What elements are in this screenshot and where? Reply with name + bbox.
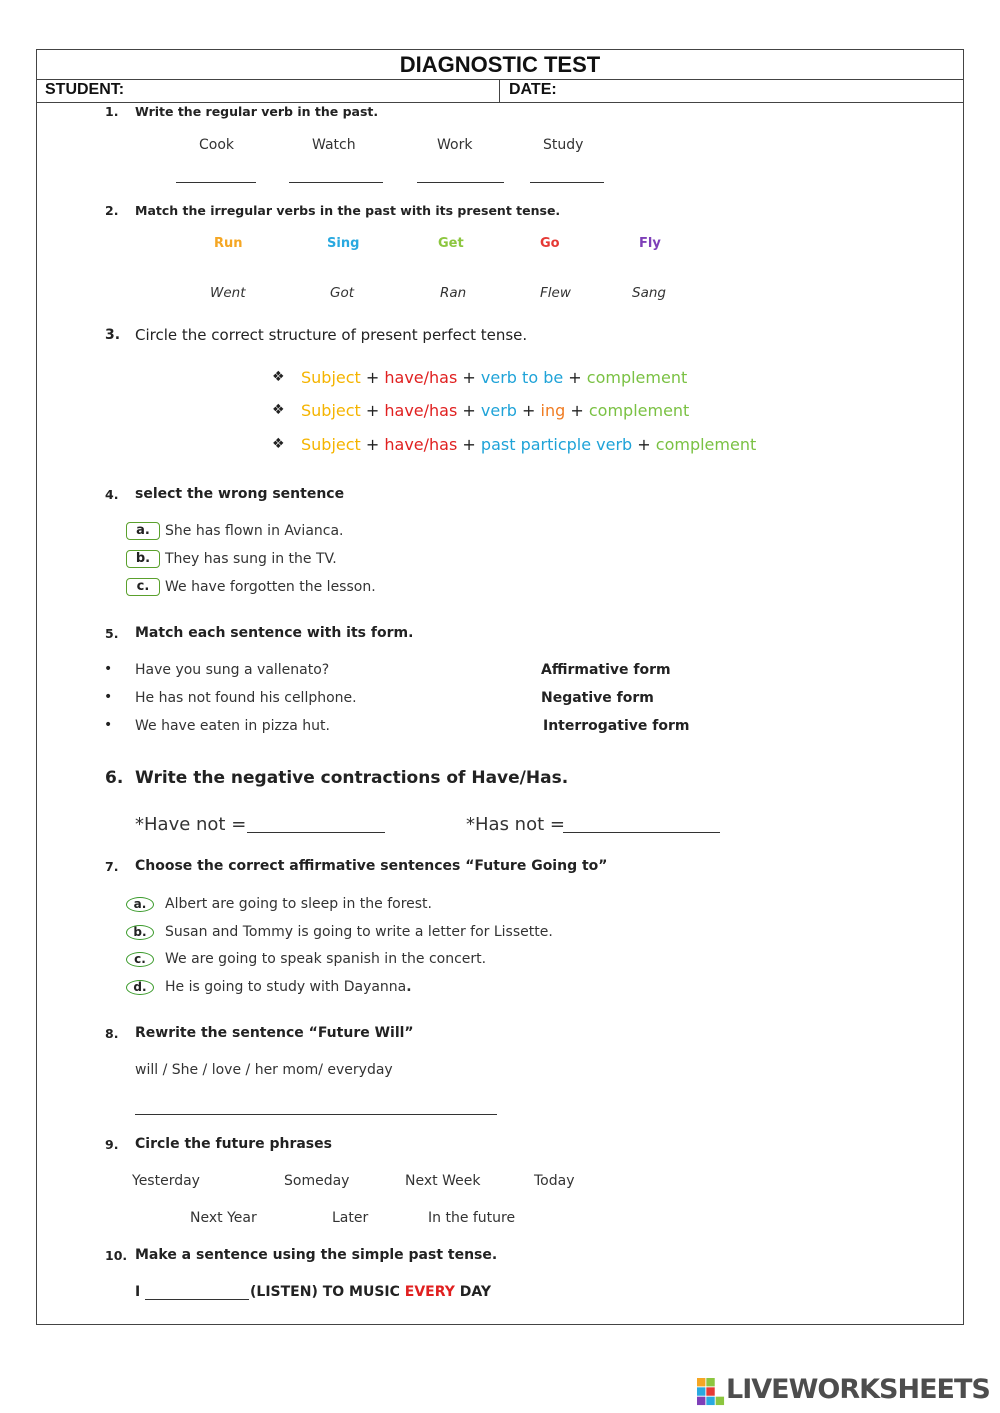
q3-option-1-segment: Subject	[301, 368, 361, 387]
q3-option-3-segment: +	[360, 435, 385, 454]
date-field[interactable]	[562, 81, 957, 101]
q7-option-c-radio[interactable]: c.	[126, 952, 154, 967]
q2-present-sing[interactable]: Sing	[327, 236, 360, 251]
q1-verb-work: Work	[437, 137, 473, 153]
q3-option-1-segment: complement	[586, 368, 688, 387]
q3-option-1-segment: verb to be	[480, 368, 564, 387]
q3-option-3-segment: have/has	[384, 435, 458, 454]
q3-option-2-segment: +	[457, 401, 481, 420]
q2-past-ran[interactable]: Ran	[440, 285, 467, 301]
bullet-icon: ❖	[272, 436, 285, 452]
q2-past-got[interactable]: Got	[330, 285, 355, 301]
q9-phrase-today[interactable]: Today	[534, 1173, 575, 1189]
bullet-dot: •	[104, 689, 113, 705]
q3-option-3-segment: complement	[655, 435, 757, 454]
q8-prompt: will / She / love / her mom/ everyday	[135, 1062, 393, 1078]
question-number: 4.	[105, 487, 119, 502]
q1-answer-blank-watch[interactable]	[289, 182, 383, 183]
question-number: 1.	[105, 104, 119, 119]
q9-phrase-next-year[interactable]: Next Year	[190, 1210, 257, 1226]
question-number: 5.	[105, 626, 119, 641]
bullet-icon: ❖	[272, 369, 285, 385]
question-6-text: Write the negative contractions of Have/Has.	[135, 768, 569, 788]
q7-option-d-radio[interactable]: d.	[126, 980, 154, 995]
question-1-text: Write the regular verb in the past.	[135, 104, 379, 119]
bullet-dot: •	[104, 717, 113, 733]
question-number: 3.	[105, 327, 121, 343]
q1-answer-blank-work[interactable]	[417, 182, 504, 183]
question-3-text: Circle the correct structure of present perfect tense.	[135, 326, 528, 344]
question-8-text: Rewrite the sentence “Future Will”	[135, 1025, 414, 1041]
q3-option-2-segment: have/has	[384, 401, 458, 420]
q4-option-c-text: We have forgotten the lesson.	[165, 579, 376, 595]
q3-option-2-segment: Subject	[301, 401, 361, 420]
q5-sentence-1[interactable]: Have you sung a vallenato?	[135, 662, 330, 678]
question-5-text: Match each sentence with its form.	[135, 625, 414, 641]
q4-option-a-box[interactable]: a.	[126, 522, 160, 540]
q3-option-2-segment: +	[565, 401, 589, 420]
student-label: STUDENT:	[45, 81, 125, 98]
q8-answer-blank[interactable]	[135, 1114, 497, 1115]
question-2-text: Match the irregular verbs in the past with its present tense.	[135, 203, 561, 218]
q3-option-3-segment: +	[632, 435, 656, 454]
q7-option-a-text: Albert are going to sleep in the forest.	[165, 896, 432, 912]
q1-answer-blank-study[interactable]	[530, 182, 604, 183]
q5-form-interrogative[interactable]: Interrogative form	[543, 718, 690, 734]
q10-mid: (LISTEN) TO MUSIC	[250, 1284, 400, 1300]
q10-every: EVERY	[404, 1284, 455, 1300]
question-number: 10.	[105, 1248, 128, 1263]
question-number: 2.	[105, 203, 119, 218]
q3-option-2-segment: +	[360, 401, 385, 420]
q5-form-affirmative[interactable]: Affirmative form	[541, 662, 671, 678]
q3-option-3-segment: Subject	[301, 435, 361, 454]
q4-option-a-text: She has flown in Avianca.	[165, 523, 344, 539]
bullet-icon: ❖	[272, 402, 285, 418]
q2-present-run[interactable]: Run	[214, 236, 243, 251]
q9-phrase-in-the-future[interactable]: In the future	[428, 1210, 516, 1226]
q5-form-negative[interactable]: Negative form	[541, 690, 654, 706]
q3-option-2-segment: complement	[588, 401, 690, 420]
date-label: DATE:	[509, 81, 557, 98]
q6-has-not-blank[interactable]	[563, 832, 720, 833]
question-7-text: Choose the correct affirmative sentences “Future Going to”	[135, 858, 608, 874]
q4-option-b-text: They has sung in the TV.	[165, 551, 337, 567]
q9-phrase-next-week[interactable]: Next Week	[405, 1173, 481, 1189]
q10-answer-blank[interactable]	[145, 1299, 249, 1300]
question-number: 6.	[105, 768, 124, 788]
q5-sentence-2[interactable]: He has not found his cellphone.	[135, 690, 357, 706]
q7-option-c-text: We are going to speak spanish in the concert.	[165, 951, 487, 967]
bullet-dot: •	[104, 661, 113, 677]
q3-option-1[interactable]	[301, 368, 687, 387]
q7-option-b-text: Susan and Tommy is going to write a letter for Lissette.	[165, 924, 553, 940]
q2-past-went[interactable]: Went	[210, 285, 246, 301]
q7-option-b-radio[interactable]: b.	[126, 925, 154, 940]
question-number: 7.	[105, 859, 119, 874]
liveworksheets-logo-icon	[697, 1378, 725, 1406]
q4-option-b-box[interactable]: b.	[126, 550, 160, 568]
q3-option-3-segment: past particple verb	[480, 435, 633, 454]
q7-option-d-period: .	[406, 979, 412, 995]
q3-option-1-segment: +	[457, 368, 481, 387]
header-divider	[36, 79, 964, 80]
q3-option-2-segment: verb	[480, 401, 517, 420]
q3-option-3-segment: +	[457, 435, 481, 454]
q1-verb-cook: Cook	[199, 137, 235, 153]
q9-phrase-later[interactable]: Later	[332, 1210, 369, 1226]
question-number: 8.	[105, 1026, 119, 1041]
q10-post: DAY	[459, 1284, 492, 1300]
q2-past-flew[interactable]: Flew	[540, 285, 571, 301]
q6-have-not-blank[interactable]	[247, 832, 385, 833]
q2-present-go[interactable]: Go	[540, 236, 560, 251]
question-9-text: Circle the future phrases	[135, 1136, 332, 1152]
q9-phrase-yesterday[interactable]: Yesterday	[132, 1173, 200, 1189]
q6-have-not-label: *Have not =	[135, 814, 247, 835]
q3-option-1-segment: +	[563, 368, 587, 387]
q3-option-2-segment: ing	[540, 401, 566, 420]
question-10-text: Make a sentence using the simple past tense.	[135, 1247, 498, 1263]
worksheet-frame	[36, 49, 964, 1325]
q10-prefix: I	[135, 1284, 141, 1300]
header-bottom-divider	[36, 102, 964, 103]
liveworksheets-logo-text: LIVEWORKSHEETS	[726, 1374, 990, 1405]
q3-option-2-segment: +	[516, 401, 541, 420]
question-4-text: select the wrong sentence	[135, 486, 345, 502]
student-field[interactable]	[132, 81, 494, 101]
q4-option-c-box[interactable]: c.	[126, 578, 160, 596]
q3-option-1-segment: have/has	[384, 368, 458, 387]
page-title: DIAGNOSTIC TEST	[399, 52, 601, 77]
q1-verb-watch: Watch	[312, 137, 356, 153]
q3-option-1-segment: +	[360, 368, 385, 387]
q2-present-fly[interactable]: Fly	[639, 236, 661, 251]
header-column-divider	[499, 79, 500, 102]
q1-answer-blank-cook[interactable]	[176, 182, 256, 183]
question-number: 9.	[105, 1137, 119, 1152]
q3-option-3[interactable]	[301, 435, 756, 454]
q6-has-not-label: *Has not =	[466, 814, 565, 835]
q5-sentence-3[interactable]: We have eaten in pizza hut.	[135, 718, 330, 734]
q2-present-get[interactable]: Get	[438, 236, 464, 251]
q10-sentence	[250, 1284, 491, 1300]
q3-option-2[interactable]	[301, 401, 689, 420]
q7-option-d-text	[165, 979, 412, 995]
q2-past-sang[interactable]: Sang	[632, 285, 666, 301]
q7-option-a-radio[interactable]: a.	[126, 897, 154, 912]
q7-option-d-sentence: He is going to study with Dayanna	[165, 979, 407, 995]
q9-phrase-someday[interactable]: Someday	[284, 1173, 350, 1189]
q1-verb-study: Study	[543, 137, 584, 153]
